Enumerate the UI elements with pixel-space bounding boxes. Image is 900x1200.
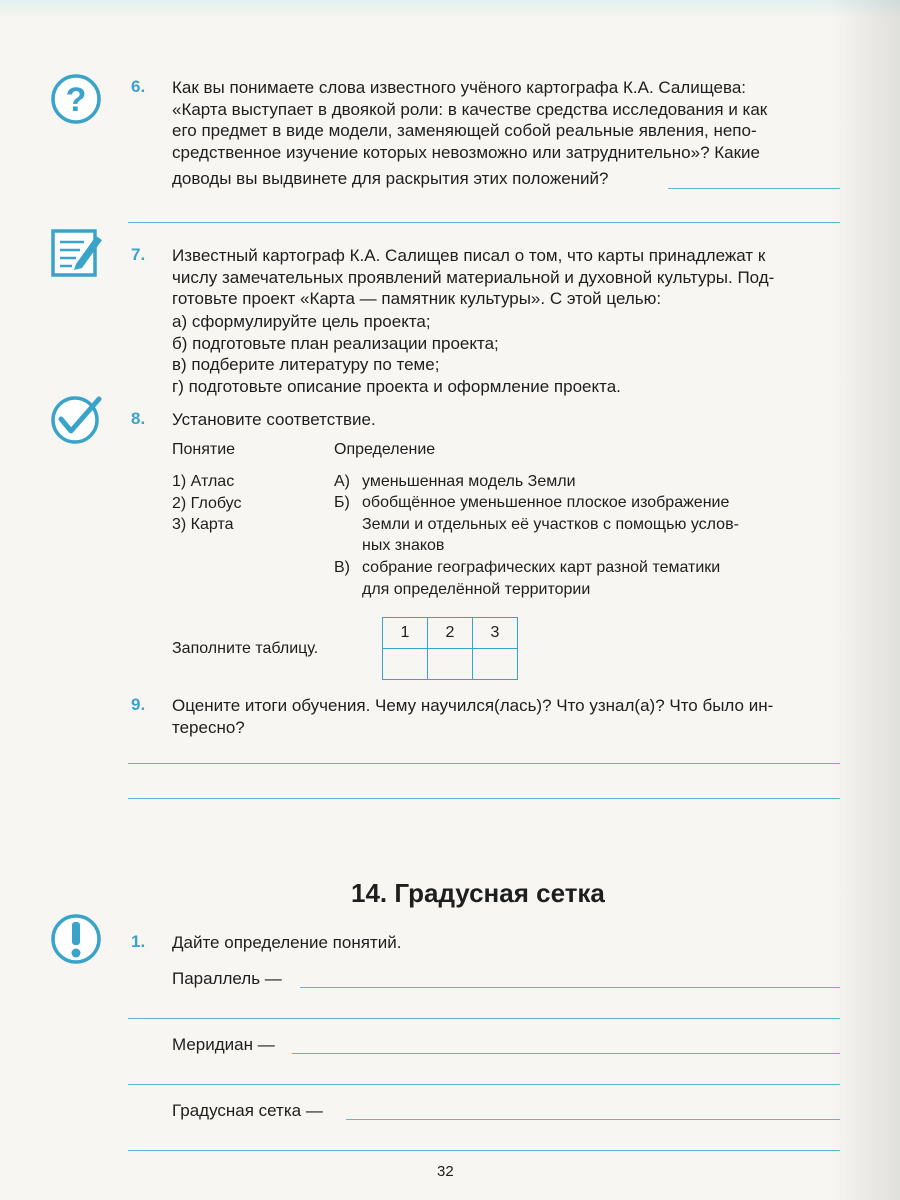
definition-line: ных знаков <box>362 537 445 554</box>
question-9-line: тересно? <box>172 717 245 737</box>
answer-line[interactable] <box>668 188 840 189</box>
answer-line[interactable] <box>128 1018 840 1019</box>
answer-line[interactable] <box>128 222 840 223</box>
question-7-items <box>172 311 621 397</box>
answer-table-cell[interactable] <box>383 649 428 680</box>
definition-b <box>362 492 829 557</box>
exclamation-icon <box>50 913 102 965</box>
question-6-line: доводы вы выдвинете для раскрытия этих положений? <box>172 169 609 188</box>
question-6-line: Как вы понимаете слова известного учёного картографа К.А. Салищева: <box>172 78 746 97</box>
question-8-number: 8. <box>131 409 146 428</box>
definition-line: Земли и отдельных её участков с помощью услов- <box>362 515 739 533</box>
section-question-1-prompt: Дайте определение понятий. <box>172 933 402 952</box>
answer-table-header: 2 <box>428 618 473 649</box>
section-title: 14. Градусная сетка <box>351 878 605 908</box>
answer-table-input-row <box>383 649 518 680</box>
question-7-item: а) сформулируйте цель проекта; <box>172 312 431 331</box>
answer-line[interactable] <box>128 763 840 764</box>
term-parallel: Параллель — <box>172 969 282 988</box>
answer-line[interactable] <box>128 1084 840 1085</box>
table-prompt: Заполните таблицу. <box>172 640 319 657</box>
answer-table-header-row <box>383 618 518 649</box>
question-8-prompt: Установите соответствие. <box>172 410 376 429</box>
term-meridian: Меридиан — <box>172 1035 275 1054</box>
question-7-item: б) подготовьте план реализации проекта; <box>172 333 499 353</box>
question-7-line: Известный картограф К.А. Салищев писал о том, что карты принадлежат к <box>172 246 766 265</box>
question-9-text <box>172 695 842 738</box>
page-number: 32 <box>437 1163 454 1180</box>
concept-column-header: Понятие <box>172 441 236 458</box>
answer-table <box>382 617 518 680</box>
answer-line[interactable] <box>300 987 840 988</box>
question-7-text <box>172 245 842 310</box>
concept-item: 3) Карта <box>172 516 234 533</box>
notebook-pencil-icon <box>50 228 104 278</box>
concept-item: 1) Атлас <box>172 473 235 490</box>
definition-column-header: Определение <box>334 441 436 458</box>
definition-line: обобщённое уменьшенное плоское изображение <box>362 494 730 511</box>
definition-c <box>362 557 829 600</box>
definition-a-letter: А) <box>334 473 350 490</box>
question-7-item: г) подготовьте описание проекта и оформление проекта. <box>172 376 621 396</box>
answer-table-cell[interactable] <box>473 649 518 680</box>
question-7-line: числу замечательных проявлений материальной и духовной культуры. Под- <box>172 267 775 287</box>
definition-a <box>362 471 829 493</box>
question-6-text <box>172 77 842 190</box>
question-7-line: готовьте проект «Карта — памятник культуры». С этой целью: <box>172 289 662 308</box>
question-9-number: 9. <box>131 695 146 714</box>
answer-table-header: 1 <box>383 618 428 649</box>
section-question-1-number: 1. <box>131 932 146 951</box>
page-top-strip <box>0 0 900 18</box>
question-6-line: средственное изучение которых невозможно или затруднительно»? Какие <box>172 142 760 162</box>
question-6-line: его предмет в виде модели, заменяющей собой реальные явления, непо- <box>172 121 757 140</box>
answer-table-cell[interactable] <box>428 649 473 680</box>
question-9-line: Оцените итоги обучения. Чему научился(лась)? Что узнал(а)? Что было ин- <box>172 696 774 715</box>
question-7-item: в) подберите литературу по теме; <box>172 355 440 374</box>
concept-list <box>172 471 241 536</box>
definition-line: для определённой территории <box>362 580 591 598</box>
concept-item: 2) Глобус <box>172 494 242 512</box>
answer-line[interactable] <box>346 1119 840 1120</box>
definition-line: уменьшенная модель Земли <box>362 473 576 490</box>
definition-line: собрание географических карт разной тематики <box>362 559 721 576</box>
answer-table-header: 3 <box>473 618 518 649</box>
term-graticule: Градусная сетка — <box>172 1101 323 1120</box>
question-6-number: 6. <box>131 77 146 96</box>
svg-text:?: ? <box>65 81 87 119</box>
question-6-line: «Карта выступает в двоякой роли: в качестве средства исследования и как <box>172 99 768 119</box>
answer-line[interactable] <box>128 798 840 799</box>
checkmark-icon <box>49 393 103 445</box>
definition-c-letter: В) <box>334 559 350 576</box>
answer-line[interactable] <box>128 1150 840 1151</box>
question-icon <box>50 73 102 125</box>
definition-b-letter: Б) <box>334 494 350 511</box>
answer-line[interactable] <box>292 1053 840 1054</box>
question-7-number: 7. <box>131 245 146 264</box>
